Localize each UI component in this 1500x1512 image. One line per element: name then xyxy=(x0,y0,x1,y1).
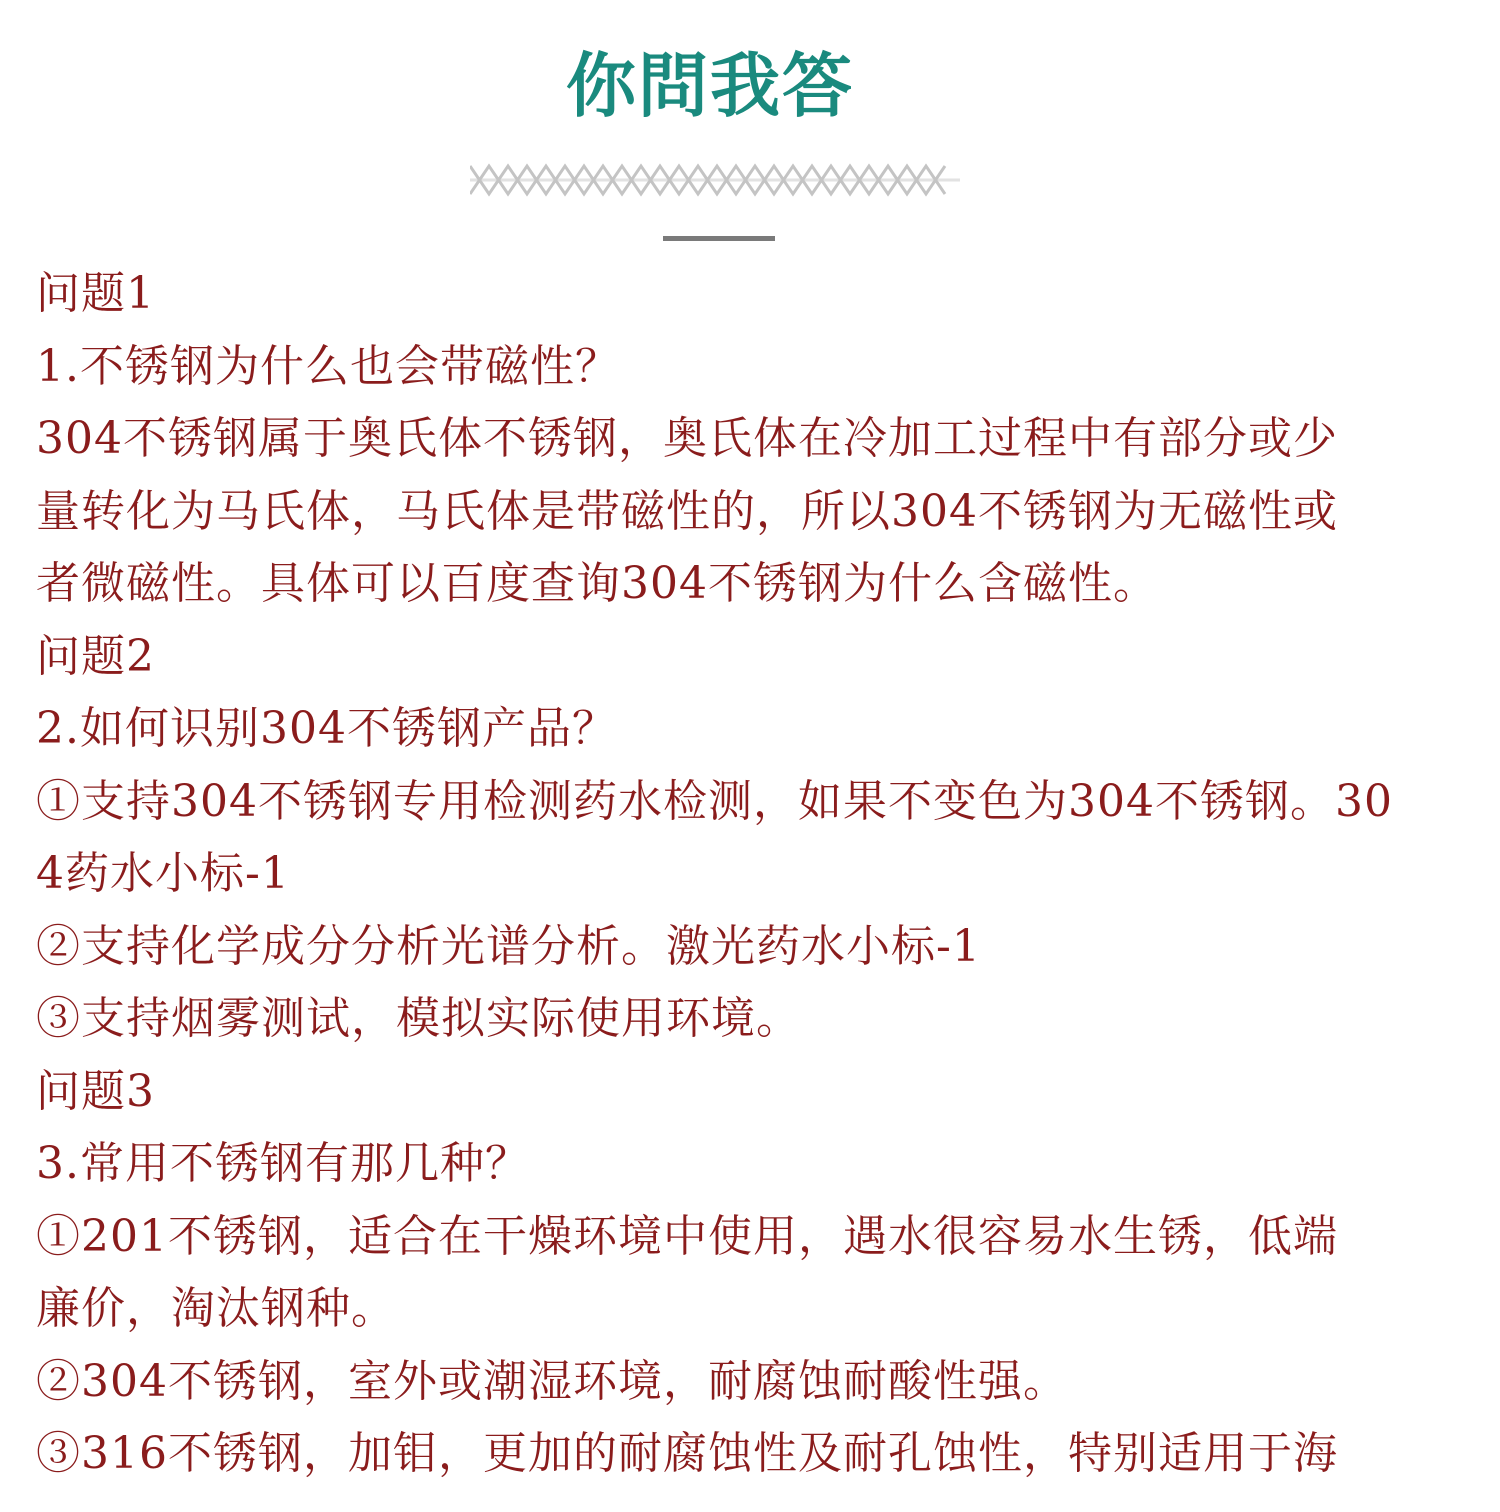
question-3-heading: 问题3 xyxy=(36,1065,155,1117)
answer-3-line: ②304不锈钢，室外或潮湿环境，耐腐蚀耐酸性强。 xyxy=(36,1355,1068,1407)
answer-1-line: 304不锈钢属于奥氏体不锈钢，奥氏体在冷加工过程中有部分或少 xyxy=(36,413,1338,464)
answer-2-line: ③支持烟雾测试，模拟实际使用环境。 xyxy=(36,993,801,1044)
answer-2-line: ①支持304不锈钢专用检测药水检测，如果不变色为304不锈钢。30 xyxy=(36,775,1393,827)
question-2-heading: 问题2 xyxy=(36,630,155,682)
question-1-heading: 问题1 xyxy=(36,268,155,319)
title-underline xyxy=(663,236,775,241)
question-3-text: 3.常用不锈钢有那几种？ xyxy=(36,1138,530,1189)
qa-content xyxy=(36,258,1456,1491)
question-1-text: 1.不锈钢为什么也会带磁性？ xyxy=(36,340,620,392)
answer-2-line: ②支持化学成分分析光谱分析。激光药水小标-1 xyxy=(36,920,981,972)
page-title: 你問我答 xyxy=(566,44,854,127)
answer-1-line: 者微磁性。具体可以百度查询304不锈钢为什么含磁性。 xyxy=(36,558,1158,609)
zigzag-divider-icon xyxy=(470,158,960,202)
answer-3-line: ③316不锈钢，加钼，更加的耐腐蚀性及耐孔蚀性，特别适用于海 xyxy=(36,1428,1338,1479)
answer-3-line: 廉价，淘汰钢种。 xyxy=(36,1283,396,1334)
answer-2-line: 4药水小标-1 xyxy=(36,848,290,899)
answer-1-line: 量转化为马氏体，马氏体是带磁性的，所以304不锈钢为无磁性或 xyxy=(36,485,1338,537)
question-2-text: 2.如何识别304不锈钢产品？ xyxy=(36,703,617,754)
answer-3-line: ①201不锈钢，适合在干燥环境中使用，遇水很容易水生锈，低端 xyxy=(36,1210,1338,1262)
